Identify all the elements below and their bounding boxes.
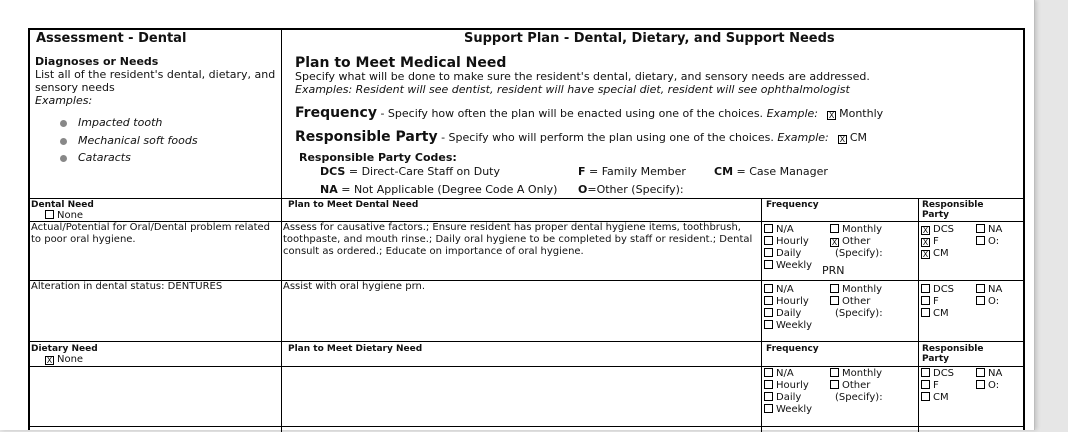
example-item: Impacted tooth bbox=[78, 116, 163, 129]
code-na: NA = Not Applicable (Degree Code A Only) bbox=[320, 183, 558, 196]
party-o-checkbox[interactable] bbox=[976, 380, 985, 389]
example-checkbox: X bbox=[839, 135, 846, 144]
party-o-option[interactable]: O: bbox=[976, 296, 1002, 308]
party-example bbox=[838, 131, 867, 144]
dietary-none-option[interactable]: X None bbox=[46, 354, 84, 365]
party-explanation bbox=[295, 126, 867, 145]
party-cm-checkbox[interactable] bbox=[921, 308, 930, 317]
freq-hourly-option[interactable]: Hourly bbox=[764, 380, 812, 392]
freq-hourly-checkbox[interactable] bbox=[764, 380, 773, 389]
dental-need-text: Alteration in dental status: DENTURES bbox=[31, 281, 223, 292]
dental-row2-frequency bbox=[764, 284, 812, 332]
plan-heading: Plan to Meet Medical Need bbox=[295, 55, 507, 71]
freq-hourly-option[interactable]: Hourly bbox=[764, 296, 812, 308]
code-dcs: DCS = Direct-Care Staff on Duty bbox=[320, 165, 501, 178]
dental-plan-text: Assess for causative factors.; Ensure resident has proper dental hygiene items, toothbrush, toothpaste, and mouth rinse.; Daily oral hygiene to be completed by staff or resident.; Dental consult as ordered.; Educate on importance of oral hygiene. bbox=[283, 222, 753, 257]
freq-daily-option[interactable]: Daily bbox=[764, 248, 812, 260]
party-dcs-option[interactable]: DCS bbox=[921, 284, 954, 296]
party-cm-option[interactable]: CM bbox=[921, 308, 954, 320]
freq-na-option[interactable]: N/A bbox=[764, 224, 812, 236]
freq-daily-checkbox[interactable] bbox=[764, 248, 773, 257]
code-cm: CM = Case Manager bbox=[714, 165, 828, 178]
frequency-label: Frequency bbox=[295, 105, 377, 121]
party-f-checkbox[interactable] bbox=[921, 296, 930, 305]
dental-row1-party-right bbox=[976, 224, 1002, 248]
dental-plan-heading: Plan to Meet Dental Need bbox=[288, 200, 419, 210]
freq-other-checkbox[interactable] bbox=[830, 380, 839, 389]
dietary-party-heading: Responsible Party bbox=[922, 344, 984, 364]
party-dcs-option[interactable]: DCS bbox=[921, 368, 954, 380]
dietary-plan-heading: Plan to Meet Dietary Need bbox=[288, 344, 423, 354]
bullet-icon bbox=[60, 155, 67, 162]
dental-none-option[interactable]: None bbox=[45, 210, 83, 222]
diagnoses-desc-line1: List all of the resident's dental, dietary, and bbox=[35, 68, 276, 81]
dietary-row1-frequency bbox=[764, 368, 812, 416]
freq-other-option[interactable]: X Other bbox=[831, 236, 871, 247]
freq-na-option[interactable]: N/A bbox=[764, 284, 812, 296]
dietary-row1-party bbox=[921, 368, 954, 404]
party-na-option[interactable]: NA bbox=[976, 368, 1002, 380]
dietary-frequency-heading: Frequency bbox=[766, 344, 819, 354]
party-desc: - Specify who will perform the plan using one of the choices. bbox=[437, 131, 778, 144]
party-f-checkbox[interactable] bbox=[921, 380, 930, 389]
dietary-row1-party-right bbox=[976, 368, 1002, 392]
diagnoses-desc-line2: sensory needs bbox=[35, 81, 115, 94]
dietary-section-top bbox=[30, 341, 1023, 342]
dietary-subheader-line bbox=[30, 366, 1023, 367]
freq-weekly-option[interactable]: Weekly bbox=[764, 320, 812, 332]
party-o-option[interactable]: O: bbox=[976, 236, 1002, 248]
freq-specify-label: (Specify): bbox=[835, 248, 883, 259]
dental-row1-frequency-right bbox=[830, 224, 883, 260]
dietary-need-heading: Dietary Need bbox=[31, 344, 98, 354]
freq-daily-option[interactable]: Daily bbox=[764, 308, 812, 320]
freq-monthly-option[interactable]: Monthly bbox=[830, 284, 883, 296]
freq-specify-label: (Specify): bbox=[835, 308, 883, 319]
freq-na-checkbox[interactable] bbox=[764, 368, 773, 377]
dietary-none-checkbox[interactable]: X bbox=[46, 356, 53, 365]
dental-row1-party bbox=[921, 224, 954, 260]
frequency-desc: - Specify how often the plan will be enacted using one of the choices. bbox=[376, 107, 767, 120]
dental-none-checkbox[interactable] bbox=[45, 210, 54, 219]
bullet-icon bbox=[60, 138, 67, 145]
freq-weekly-option[interactable]: Weekly bbox=[764, 260, 812, 272]
freq-specify-label: (Specify): bbox=[835, 392, 883, 403]
plan-examples: Examples: Resident will see dentist, resident will have special diet, resident will see ophthalmologist bbox=[295, 83, 850, 96]
diagnoses-heading: Diagnoses or Needs bbox=[35, 55, 159, 68]
bullet-icon bbox=[60, 120, 67, 127]
party-na-checkbox[interactable] bbox=[976, 368, 985, 377]
header-divider bbox=[281, 30, 282, 198]
dietary-row-divider bbox=[30, 426, 1023, 427]
party-cm-option[interactable]: CM bbox=[921, 392, 954, 404]
freq-hourly-option[interactable]: Hourly bbox=[764, 236, 812, 248]
col-divider-plan bbox=[281, 198, 282, 432]
freq-weekly-checkbox[interactable] bbox=[764, 320, 773, 329]
party-cm-option[interactable]: X CM bbox=[922, 248, 949, 259]
frequency-example bbox=[827, 107, 883, 120]
dental-frequency-heading: Frequency bbox=[766, 200, 819, 210]
freq-hourly-checkbox[interactable] bbox=[764, 296, 773, 305]
header-bottom-line bbox=[30, 198, 1023, 199]
freq-monthly-checkbox[interactable] bbox=[830, 224, 839, 233]
party-dcs-option[interactable]: X DCS bbox=[922, 224, 955, 235]
freq-other-checkbox[interactable]: X bbox=[831, 238, 838, 247]
freq-monthly-option[interactable]: Monthly bbox=[830, 368, 883, 380]
party-example-label: Example: bbox=[777, 131, 829, 144]
freq-monthly-checkbox[interactable] bbox=[830, 284, 839, 293]
party-f-option[interactable]: F bbox=[921, 296, 954, 308]
codes-heading: Responsible Party Codes: bbox=[299, 151, 457, 164]
dental-need-heading: Dental Need bbox=[31, 200, 94, 210]
party-o-checkbox[interactable] bbox=[976, 236, 985, 245]
frequency-explanation bbox=[295, 102, 883, 121]
dental-need-text: Actual/Potential for Oral/Dental problem related to poor oral hygiene. bbox=[31, 222, 270, 245]
party-cm-checkbox[interactable] bbox=[921, 392, 930, 401]
freq-na-checkbox[interactable] bbox=[764, 284, 773, 293]
freq-monthly-checkbox[interactable] bbox=[830, 368, 839, 377]
freq-weekly-checkbox[interactable] bbox=[764, 404, 773, 413]
party-label: Responsible Party bbox=[295, 129, 438, 145]
party-dcs-checkbox[interactable] bbox=[921, 284, 930, 293]
party-na-checkbox[interactable] bbox=[976, 224, 985, 233]
code-o: O=Other (Specify): bbox=[578, 183, 684, 196]
example-item: Mechanical soft foods bbox=[78, 134, 198, 147]
party-f-option[interactable]: F bbox=[921, 380, 954, 392]
party-f-option[interactable]: X F bbox=[922, 236, 939, 247]
freq-hourly-checkbox[interactable] bbox=[764, 236, 773, 245]
assessment-title: Assessment - Dental bbox=[36, 31, 187, 46]
col-divider-frequency bbox=[761, 198, 762, 432]
party-o-option[interactable]: O: bbox=[976, 380, 1002, 392]
diagnoses-examples-label: Examples: bbox=[35, 94, 93, 107]
party-na-checkbox[interactable] bbox=[976, 284, 985, 293]
freq-na-option[interactable]: N/A bbox=[764, 368, 812, 380]
freq-daily-checkbox[interactable] bbox=[764, 392, 773, 401]
freq-daily-checkbox[interactable] bbox=[764, 308, 773, 317]
party-na-option[interactable]: NA bbox=[976, 224, 1002, 236]
freq-monthly-option[interactable]: Monthly bbox=[830, 224, 883, 236]
col-divider-party bbox=[918, 198, 919, 432]
dental-row2-frequency-right bbox=[830, 284, 883, 320]
dental-plan-text: Assist with oral hygiene prn. bbox=[283, 281, 426, 292]
support-plan-title: Support Plan - Dental, Dietary, and Support Needs bbox=[464, 31, 835, 46]
party-example-value: CM bbox=[849, 131, 868, 144]
dental-row2-party-right bbox=[976, 284, 1002, 308]
freq-daily-option[interactable]: Daily bbox=[764, 392, 812, 404]
freq-other-option[interactable]: Other bbox=[830, 296, 883, 308]
dental-party-heading: Responsible Party bbox=[922, 200, 984, 220]
freq-other-option[interactable]: Other bbox=[830, 380, 883, 392]
party-dcs-checkbox[interactable] bbox=[921, 368, 930, 377]
party-cm-checkbox[interactable]: X bbox=[922, 250, 929, 259]
dietary-row1-frequency-right bbox=[830, 368, 883, 404]
freq-other-checkbox[interactable] bbox=[830, 296, 839, 305]
dental-row1-frequency bbox=[764, 224, 812, 272]
frequency-example-label: Example: bbox=[766, 107, 818, 120]
dental-row2-party bbox=[921, 284, 954, 320]
freq-specify-value: PRN bbox=[822, 264, 845, 277]
plan-desc: Specify what will be done to make sure the resident's dental, dietary, and sensory needs are addressed. bbox=[295, 70, 870, 83]
freq-na-checkbox[interactable] bbox=[764, 224, 773, 233]
freq-weekly-option[interactable]: Weekly bbox=[764, 404, 812, 416]
dental-dietary-support-form bbox=[28, 28, 1025, 430]
code-f: F = Family Member bbox=[578, 165, 686, 178]
frequency-example-value: Monthly bbox=[839, 107, 884, 120]
freq-weekly-checkbox[interactable] bbox=[764, 260, 773, 269]
party-na-option[interactable]: NA bbox=[976, 284, 1002, 296]
example-item: Cataracts bbox=[78, 151, 131, 164]
party-o-checkbox[interactable] bbox=[976, 296, 985, 305]
party-f-checkbox[interactable]: X bbox=[922, 238, 929, 247]
party-dcs-checkbox[interactable]: X bbox=[922, 226, 929, 235]
example-checkbox: X bbox=[828, 111, 835, 120]
